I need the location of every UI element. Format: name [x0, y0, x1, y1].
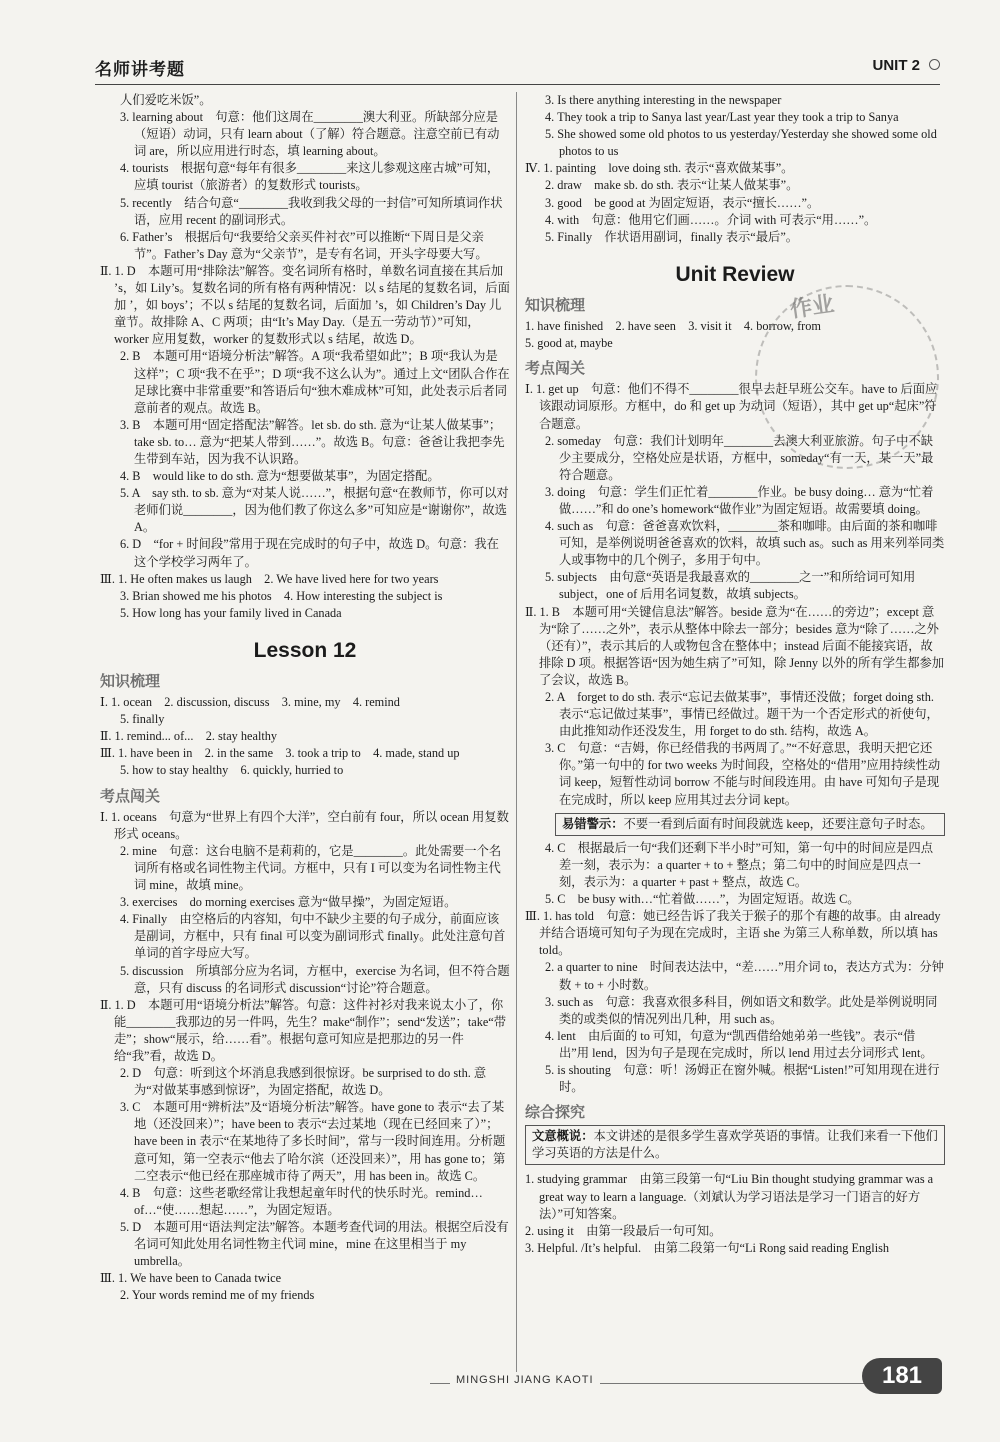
answer-line: 1. have finished 2. have seen 3. visit it 4. borrow, from [525, 319, 821, 334]
answer-line: 4. B would like to do sth. 意为“想要做某事”，为固定搭配。 [120, 469, 440, 484]
unit-label: UNIT 2 [872, 57, 920, 74]
answer-line: 5. finally [120, 712, 165, 727]
answer-line: 4. lent 由后面的 to 可知，句意为“凯西借给她弟弟一些钱”。表示“借出”用 lend，因为句子是现在完成时，所以 lend 用过去分词形式 lent。 [545, 1028, 933, 1060]
answer-line: 3. doing 句意：学生们正忙着________作业。be busy doing… 意为“忙着做……”和 do one’s homework“做作业”为固定短语。故需要填 doing。 [545, 484, 934, 516]
stamp-seal [755, 285, 939, 469]
answer-line: 5. She showed some old photos to us yesterday/Yesterday she showed some old photos to us [545, 127, 937, 159]
answer-line: Ⅲ. 1. We have been to Canada twice [100, 1271, 282, 1286]
answer-line: Ⅰ. 1. oceans 句意为“世界上有四个大洋”，空白前有 four，所以 ocean 用复数形式 oceans。 [100, 809, 509, 841]
answer-line: 3. learning about 句意：他们这周在________澳大利亚。所缺部分应是（短语）动词，只有 learn about（了解）符合题意。注意空前已有动词 are，所以应用进行时态，填 learning about。 [120, 110, 500, 159]
answer-line: 2. a quarter to nine 时间表达法中，“差……”用介词 to，表达方式为：分钟数 + to + 小时数。 [545, 960, 944, 992]
answer-line: 6. D “for + 时间段”常用于现在完成时的句子中，故选 D。句意：我在这个学校学习两年了。 [120, 537, 499, 569]
answer-line: 3. such as 句意：我喜欢很多科目，例如语文和数学。此处是举例说明同类的或类似的情况列出几种，用 such as。 [545, 994, 938, 1026]
answer-line: 3. C 句意：“吉姆，你已经借我的书两周了。”“不好意思，我明天把它还你。”第一句中的 for two weeks 为时间段，空格处的“借用”应用持续性动词 keep，短暂性动词 borrow 不能与时间段连用。由 have 可知句子是现在完成时，所以 keep 应用其过去分词 kept。 [545, 741, 941, 807]
answer-line: 3. C 本题可用“辨析法”及“语境分析法”解答。have gone to 表示“去了某地（还没回来）”；have been to 表示“去过某地（现在已经回来了）”；have been in 表示“在某地待了多长时间”，常与一段时间连用。分析题意可知，第一空表示“他去了哈尔滨（还没回来）”，用 has gone to；第二空表示“他已经在那座城市待了两天”，用 has been in。故选 C。 [120, 1100, 506, 1183]
answer-line: 5. is shouting 句意：听！汤姆正在窗外喊。根据“Listen!”可知用现在进行时。 [545, 1062, 940, 1095]
answer-line: 4. B 句意：这些老歌经常让我想起童年时代的快乐时光。remind… of…“使……想起……”，为固定短语。 [120, 1185, 483, 1217]
answer-line: 4. such as 句意：爸爸喜欢饮料，________茶和咖啡。由后面的茶和咖啡可知，是举例说明爸爸喜欢的饮料，故填 such as。such as 用来列举同类人或事物中的几个例子，多用于句中。 [545, 519, 945, 568]
answer-line: 5. discussion 所填部分应为名词，方框中，exercise 为名词，但不符合题意，只有 discuss 的名词形式 discussion“讨论”符合题意。 [120, 963, 510, 995]
answer-line: 2. B 本题可用“语境分析法”解答。A 项“我希望如此”；B 项“我认为是这样”；C 项“我不在乎”；D 项“我不这么认为”。通过上文“团队合作在足球比赛中非常重要”和答语后句“独木难成林”可知，此处表示后者同意前者的观点。故选 B。 [120, 349, 510, 415]
answer-line: 4. They took a trip to Sanya last year/Last year they took a trip to Sanya [545, 110, 899, 125]
summary-text: 本文讲述的是很多学生喜欢学英语的事情。让我们来看一下他们学习英语的方法是什么。 [532, 1129, 938, 1161]
answer-line: 3. B 本题可用“固定搭配法”解答。let sb. do sth. 意为“让某人做某事”；take sb. to… 意为“把某人带到……”。故选 B。句意：爸爸让我把李先生带到车站，因为我不认识路。 [120, 417, 505, 466]
answer-line: 2. Your words remind me of my friends [120, 1288, 315, 1303]
answer-line: 人们爱吃米饭”。 [120, 93, 212, 107]
summary-label: 文意概说： [532, 1129, 594, 1144]
answer-line: Ⅱ. 1. B 本题可用“关键信息法”解答。beside 意为“在……的旁边”；except 意为“除了……之外”，表示从整体中除去一部分；besides 意为“除了……之外（还有）”，表示其后的人或物包含在整体中；instead 后面不能接宾语，故排除 D 项。根据答语“因为她生病了”可知，除 Jenny 以外的所有学生都参加了会议，故选 B。 [525, 604, 945, 687]
answer-line: 5. D 本题可用“语法判定法”解答。本题考查代词的用法。根据空后没有名词可知此处用名词性物主代词 mine，mine 在这里相当于 my umbrella。 [120, 1219, 509, 1269]
answer-line: 3. good be good at 为固定短语，表示“擅长……”。 [545, 195, 820, 210]
header-rule [95, 84, 940, 85]
answer-line: 3. exercises do morning exercises 意为“做早操”，为固定短语。 [120, 895, 457, 910]
answer-line: 4. C 根据最后一句“我们还剩下半小时”可知，第一句中的时间应是四点差一刻，表示为：a quarter + to + 整点；第二句中的时间应是四点一刻，表示为：a quarter + past + 整点，故选 C。 [545, 840, 934, 889]
answer-line: Ⅱ. 1. D 本题可用“排除法”解答。变名词所有格时，单数名词直接在其后加 ’s，如 Lily’s。复数名词的所有格有两种情况：以 s 结尾的复数名词，后面加 ’，如 boys’；不以 s 结尾的复数名词，后面加 ’s，如 Children’s Day 儿童节。故排除 A、C 两项；由“It’s May Day.（是五一劳动节）”可知，worker 应用复数，worker 的复数形式以 s 结尾，故选 D。 [100, 263, 510, 347]
answer-line: 5. good at, maybe [525, 336, 613, 351]
answer-line: 3. Is there anything interesting in the newspaper [545, 93, 782, 107]
answer-line: 3. Brian showed me his photos 4. How interesting the subject is [120, 588, 443, 603]
section-heading: 考点闯关 [100, 786, 161, 805]
answer-line: Ⅰ. 1. get up 句意：他们不得不________很早去赶早班公交车。have to 后面应该跟动词原形。方框中，do 和 get up 为动词（短语），其中 get up“起床”符合题意。 [525, 382, 938, 431]
answer-line: 2. D 句意：听到这个坏消息我感到很惊讶。be surprised to do sth. 意为“对做某事感到惊讶”，为固定搭配，故选 D。 [120, 1066, 487, 1098]
warning-box [555, 813, 945, 836]
right-column [525, 92, 945, 1257]
page-number: 181 [862, 1358, 942, 1394]
footer-text: MINGSHI JIANG KAOTI [450, 1374, 600, 1386]
answer-line: 2. using it 由第一段最后一句可知。 [525, 1223, 722, 1238]
answer-line: 3. Helpful. /It’s helpful. 由第二段第一句“Li Rong said reading English [525, 1240, 890, 1255]
answer-line: Ⅱ. 1. D 本题可用“语境分析法”解答。句意：这件衬衫对我来说太小了，你能________我那边的另一件吗，先生？make“制作”；send“发送”；take“带走”；show“展示，给……看”。根据句意可知应是把那边的另一件给“我”看，故选 D。 [100, 997, 507, 1063]
warning-label: 易错警示： [562, 816, 624, 831]
answer-line: 6. Father’s 根据后句“我要给父亲买件衬衣”可以推断“下周日是父亲节”。Father’s Day 意为“父亲节”，是专有名词，开头字母要大写。 [120, 229, 488, 261]
answer-line: 5. how to stay healthy 6. quickly, hurried to [120, 763, 344, 778]
stamp-text: 作业 [788, 292, 836, 323]
answer-line: 5. A say sth. to sb. 意为“对某人说……”，根据句意“在教师节，你可以对老师们说________，因为他们教了你这么多”可知应是“谢谢你”，故选 A。 [120, 486, 509, 535]
answer-line: 4. with 句意：他用它们画……。介词 with 可表示“用……”。 [545, 212, 877, 227]
answer-line: 2. A forget to do sth. 表示“忘记去做某事”，事情还没做；forget doing sth. 表示“忘记做过某事”，事情已经做过。题干为一个否定形式的祈使句，由此推知动作还没发生，用 forget to do sth. 结构，故选 A。 [545, 690, 939, 739]
answer-line: Ⅱ. 1. remind... of... 2. stay healthy [100, 729, 278, 744]
answer-line: 5. subjects 由句意“英语是我最喜欢的________之一”和所给词可知用 subject，one of 后用名词复数，故填 subjects。 [545, 570, 916, 602]
page-header [95, 55, 940, 85]
answer-line: 5. How long has your family lived in Canada [120, 605, 342, 620]
warning-text: 不要一看到后面有时间段就选 keep，还要注意句子时态。 [623, 816, 933, 831]
answer-line: Ⅲ. 1. have been in 2. in the same 3. took a trip to 4. made, stand up [100, 746, 460, 761]
summary-box [525, 1125, 945, 1165]
answer-line: 2. mine 句意：这台电脑不是莉莉的，它是________。此处需要一个名词所有格或名词性物主代词。方框中，只有 I 可以变为名词性物主代词 mine，故填 mine。 [120, 843, 502, 893]
answer-line: 2. draw make sb. do sth. 表示“让某人做某事”。 [545, 178, 799, 193]
answer-line: Ⅰ. 1. ocean 2. discussion, discuss 3. mine, my 4. remind [100, 695, 400, 710]
section-heading: 知识梳理 [100, 672, 161, 690]
section-heading: 综合探究 [525, 1103, 586, 1122]
answer-line: Ⅳ. 1. painting love doing sth. 表示“喜欢做某事”。 [525, 161, 794, 176]
section-heading: 知识梳理 [525, 295, 586, 314]
section-heading: 考点闯关 [525, 359, 586, 378]
lesson-title: Lesson 12 [253, 638, 357, 662]
answer-line: Ⅲ. 1. He often makes us laugh 2. We have lived here for two years [100, 571, 439, 586]
column-divider [516, 92, 517, 1372]
answer-line: 1. studying grammar 由第三段第一句“Liu Bin thought studying grammar was a great way to learn a language.（刘斌认为学习语法是学习一门语言的好方法）”可知答案。 [525, 1172, 934, 1221]
circle-icon [929, 59, 940, 70]
review-title: Unit Review [675, 262, 795, 286]
answer-line: 5. recently 结合句意“________我收到我父母的一封信”可知所填词作状语，应用 recent 的副词形式。 [120, 195, 503, 227]
left-column [100, 92, 510, 1304]
book-title: 名师讲考题 [95, 60, 185, 80]
answer-line: 2. someday 句意：我们计划明年________去澳大利亚旅游。句子中不缺少主要成分，空格处应是状语，方框中，someday“有一天，某一天”最符合题意。 [545, 433, 934, 482]
answer-line: 4. tourists 根据句意“每年有很多________来这儿参观这座古城”可知，应填 tourist（旅游者）的复数形式 tourists。 [120, 161, 500, 193]
answer-line: 4. Finally 由空格后的内容知，句中不缺少主要的句子成分，前面应该是副词，方框中，只有 final 可以变为副词形式 finally。此处注意句首单词的首字母应大写。 [120, 912, 506, 961]
answer-line: Ⅲ. 1. has told 句意：她已经告诉了我关于猴子的那个有趣的故事。由 already 并结合语境可知句子为现在完成时，主语 she 为第三人称单数，所以填 has told。 [525, 909, 941, 958]
answer-line: 5. C be busy with…“忙着做……”，为固定短语。故选 C。 [545, 892, 860, 907]
answer-line: 5. Finally 作状语用副词，finally 表示“最后”。 [545, 229, 799, 244]
